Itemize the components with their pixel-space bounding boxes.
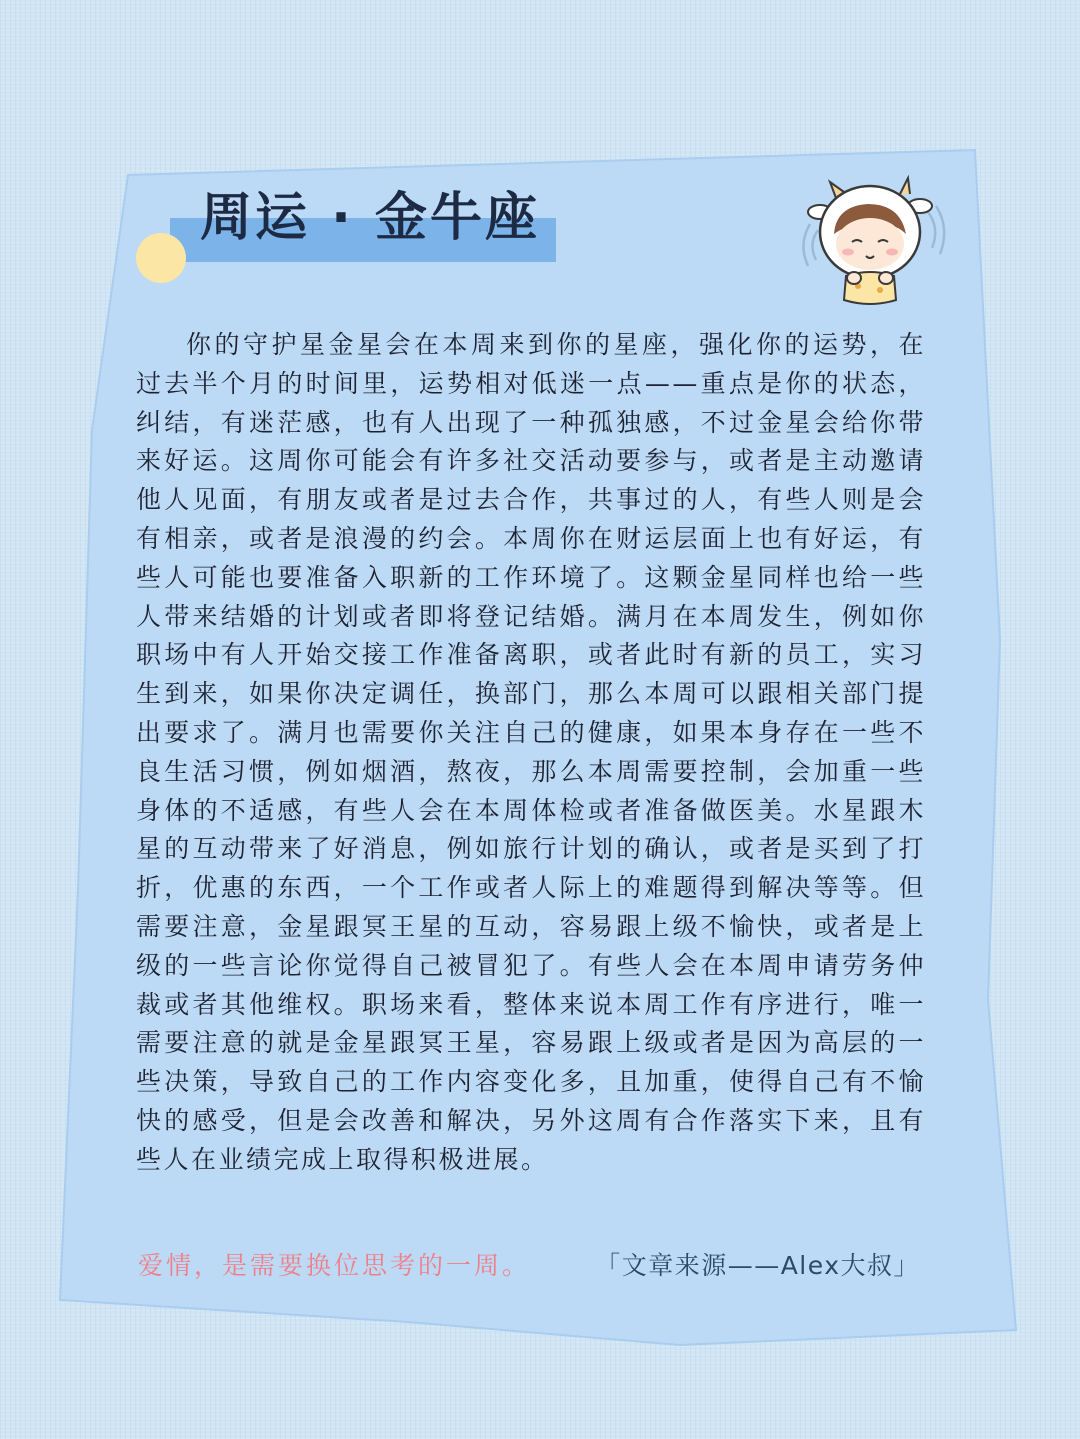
taurus-cow-kid-mascot-icon bbox=[800, 172, 950, 312]
page-title: 周运 · 金牛座 bbox=[200, 188, 540, 248]
article-source-credit: 「文章来源——Alex大叔」 bbox=[595, 1251, 920, 1280]
love-forecast-note: 爱情，是需要换位思考的一周。 bbox=[138, 1251, 531, 1280]
moon-circle-icon bbox=[136, 233, 186, 283]
article-body: 你的守护星金星会在本周来到你的星座，强化你的运势，在过去半个月的时间里，运势相对低迷一点——重点是你的状态，纠结，有迷茫感，也有人出现了一种孤独感，不过金星会给你带来好运。这周你可能会有许多社交活动要参与，或者是主动邀请他人见面，有朋友或者是过去合作，共事过的人，有些人则是会有相亲，或者是浪漫的约会。本周你在财运层面上也有好运，有些人可能也要准备入职新的工作环境了。这颗金星同样也给一些人带来结婚的计划或者即将登记结婚。满月在本周发生，例如你职场中有人开始交接工作准备离职，或者此时有新的员工，实习生到来，如果你决定调任，换部门，那么本周可以跟相关部门提出要求了。满月也需要你关注自己的健康，如果本身存在一些不良生活习惯，例如烟酒，熬夜，那么本周需要控制，会加重一些身体的不适感，有些人会在本周体检或者准备做医美。水星跟木星的互动带来了好消息，例如旅行计划的确认，或者是买到了打折，优惠的东西，一个工作或者人际上的难题得到解决等等。但需要注意，金星跟冥王星的互动，容易跟上级不愉快，或者是上级的一些言论你觉得自己被冒犯了。有些人会在本周申请劳务仲裁或者其他维权。职场来看，整体来说本周工作有序进行，唯一需要注意的就是金星跟冥王星，容易跟上级或者是因为高层的一些决策，导致自己的工作内容变化多，且加重，使得自己有不愉快的感受，但是会改善和解决，另外这周有合作落实下来，且有些人在业绩完成上取得积极进展。 bbox=[136, 330, 926, 1174]
